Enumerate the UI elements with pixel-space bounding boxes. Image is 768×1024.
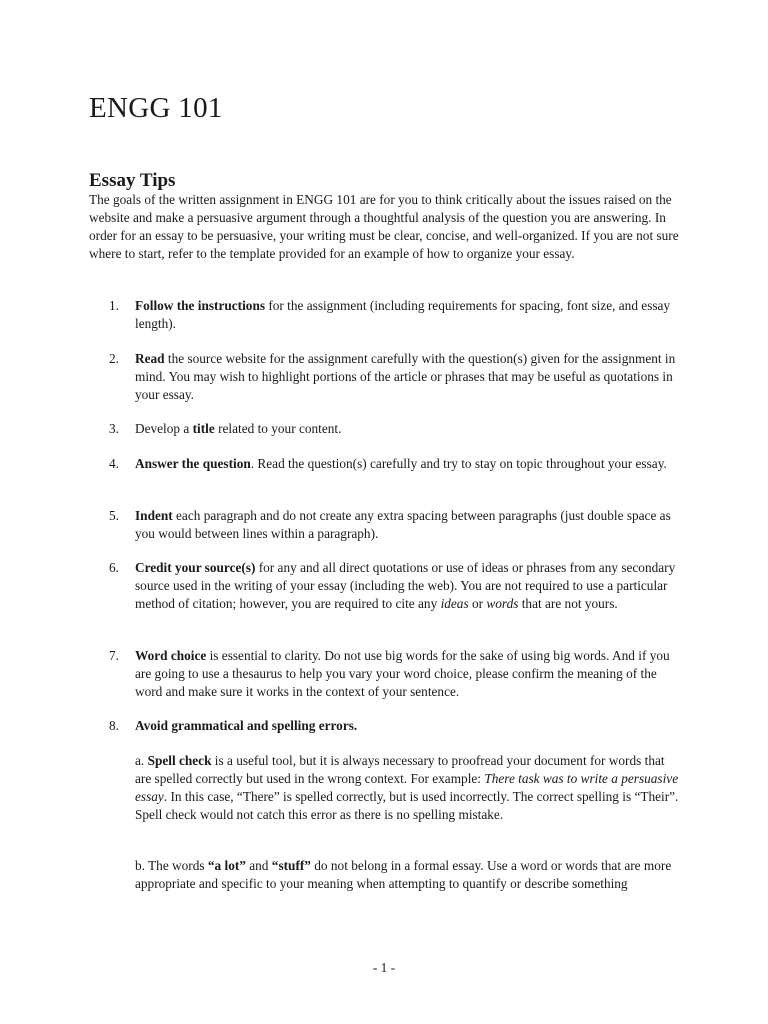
item-bold: Answer the question — [135, 456, 251, 471]
sub-bold: “stuff” — [271, 858, 311, 873]
section-heading: Essay Tips — [89, 170, 176, 191]
item-number: 3. — [109, 421, 119, 436]
item-end: that are not yours. — [518, 596, 618, 611]
item-text — [135, 647, 679, 701]
item-rest: related to your content. — [214, 421, 342, 436]
item-bold: Credit your source(s) — [135, 560, 256, 575]
item-number: 1. — [109, 298, 119, 313]
item-rest: is essential to clarity. Do not use big words for the sake of using big words. And if you are going to use a thesaurus to help you vary your word choice, please confirm the meaning of the word and make sure it works in the context of your sentence. — [135, 648, 670, 699]
sub-rest: is a useful tool, but it is always necessary to proofread your document for words that are spelled correctly but used in the wrong context. For example: — [135, 753, 665, 786]
page-number: - 1 - — [372, 960, 396, 975]
item-text — [135, 717, 679, 735]
item-italic: words — [486, 596, 519, 611]
sub-pre: b. The words — [135, 858, 208, 873]
item-italic: ideas — [440, 596, 469, 611]
sub-italic: There task was to write a persuasive essay — [135, 771, 679, 804]
item-rest: . Read the question(s) carefully and try to stay on topic throughout your essay. — [250, 456, 667, 471]
intro-paragraph: The goals of the written assignment in ENGG 101 are for you to think critically about the issues raised on the website and make a persuasive argument through a thoughtful analysis of the question you are answering. In order for an essay to be persuasive, your writing must be clear, concise, and well-organized. If you are not sure where to start, refer to the template provided for an example of how to organize your essay. — [89, 192, 679, 261]
item-rest: for any and all direct quotations or use of ideas or phrases from any secondary source used in the writing of your essay (including the web). You are not required to use a particular method of citation; however, you are required to cite any — [135, 560, 676, 611]
item-bold: Word choice — [135, 648, 207, 663]
sub-pre: a. — [135, 753, 148, 768]
item-bold: Follow the instructions — [135, 298, 266, 313]
sub-end: . In this case, “There” is spelled correctly, but is used incorrectly. The correct spelling is “Their”. Spell check would not catch this error as there is no spelling mistake. — [135, 789, 679, 822]
sub-bold: “a lot” — [207, 858, 246, 873]
item-text — [135, 455, 679, 473]
item-rest: for the assignment (including requirements for spacing, font size, and essay length). — [135, 298, 671, 331]
item-bold: Read — [135, 351, 165, 366]
sub-item-a — [135, 752, 679, 824]
item-bold: Indent — [135, 508, 173, 523]
item-number: 5. — [109, 508, 119, 523]
item-rest: the source website for the assignment carefully with the question(s) given for the assignment in mind. You may wish to highlight portions of the article or phrases that may be useful as quotations in your essay. — [135, 351, 676, 402]
item-bold: title — [192, 421, 215, 436]
item-number: 2. — [109, 351, 119, 366]
item-text — [135, 350, 679, 404]
item-pre: Develop a — [135, 421, 193, 436]
sub-end: do not belong in a formal essay. Use a word or words that are more appropriate and specific to your meaning when attempting to quantify or describe something — [135, 858, 672, 891]
page-title: ENGG 101 — [89, 92, 223, 124]
sub-bold: Spell check — [147, 753, 212, 768]
item-number: 8. — [109, 718, 119, 733]
item-bold: Avoid grammatical and spelling errors. — [135, 718, 358, 733]
sub-mid: and — [245, 858, 272, 873]
item-text — [135, 507, 679, 543]
item-number: 7. — [109, 648, 119, 663]
item-rest: each paragraph and do not create any extra spacing between paragraphs (just double space as you would between lines within a paragraph). — [135, 508, 671, 541]
item-text — [135, 420, 679, 438]
item-number: 4. — [109, 456, 119, 471]
item-mid: or — [468, 596, 487, 611]
item-text — [135, 559, 679, 613]
item-number: 6. — [109, 560, 119, 575]
item-text — [135, 297, 679, 333]
sub-item-b — [135, 857, 679, 893]
